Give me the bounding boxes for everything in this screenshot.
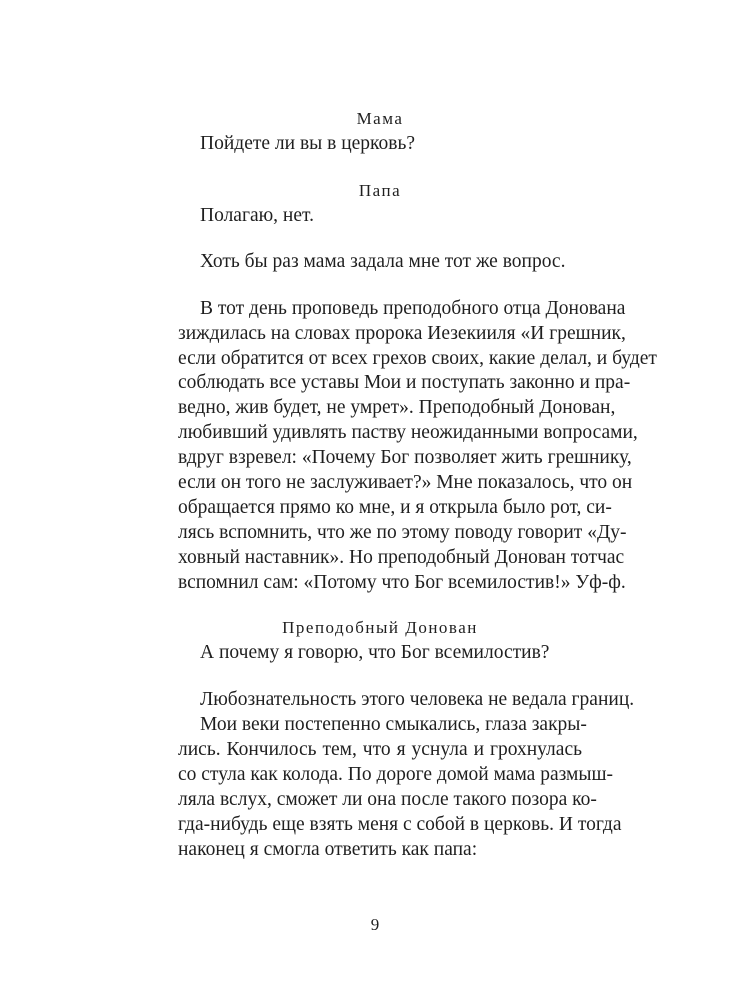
paragraph-line: ховный наставник». Но преподобный Донован тотчас	[178, 547, 625, 568]
paragraph-line: ведно, жив будет, не умрет». Преподобный Донован,	[178, 397, 616, 418]
paragraph-line: В тот день проповедь преподобного отца Донована	[200, 298, 626, 319]
paragraph-line: обращается прямо ко мне, и я открыла было рот, си-	[178, 497, 612, 518]
paragraph-line: если он того не заслуживает?» Мне показалось, что он	[178, 472, 633, 493]
paragraph-line: Хоть бы раз мама задала мне тот же вопрос.	[200, 251, 566, 272]
paragraph-line: если обратится от всех грехов своих, какие делал, и будет	[178, 348, 657, 369]
paragraph-line: соблюдать все уставы Мои и поступать законно и пра-	[178, 372, 631, 393]
dialogue-line-papa: Полагаю, нет.	[200, 205, 314, 226]
text-column	[178, 0, 657, 1000]
paragraph-line: ляла вслух, сможет ли она после такого позора ко-	[178, 789, 597, 810]
page-number: 9	[370, 915, 380, 934]
dialogue-line-mama: Пойдете ли вы в церковь?	[200, 133, 416, 154]
paragraph-line: любивший удивлять паству неожиданными вопросами,	[178, 422, 638, 443]
dialogue-line-donovan: А почему я говорю, что Бог всемилостив?	[200, 642, 550, 663]
paragraph-line: вспомнил сам: «Потому что Бог всемилостив!» Уф-ф.	[178, 572, 626, 593]
paragraph-line: Любознательность этого человека не ведала границ.	[200, 689, 635, 710]
paragraph-line: лись. Кончилось тем, что я уснула и грохнулась	[178, 739, 582, 760]
paragraph-line: Мои веки постепенно смыкались, глаза закры-	[200, 714, 587, 735]
paragraph-line: зиждилась на словах пророка Иезекииля «И грешник,	[178, 323, 626, 344]
speaker-name-papa: Папа	[358, 181, 402, 200]
paragraph-line: гда-нибудь еще взять меня с собой в церковь. И тогда	[178, 814, 622, 835]
paragraph-line: наконец я смогла ответить как папа:	[178, 839, 478, 860]
paragraph-line: со стула как колода. По дороге домой мама размыш-	[178, 764, 613, 785]
speaker-name-donovan: Преподобный Донован	[282, 618, 478, 637]
speaker-name-mama: Мама	[356, 109, 404, 128]
paragraph-line: вдруг взревел: «Почему Бог позволяет жить грешнику,	[178, 447, 632, 468]
paragraph-line: лясь вспомнить, что же по этому поводу говорит «Ду-	[178, 522, 627, 543]
